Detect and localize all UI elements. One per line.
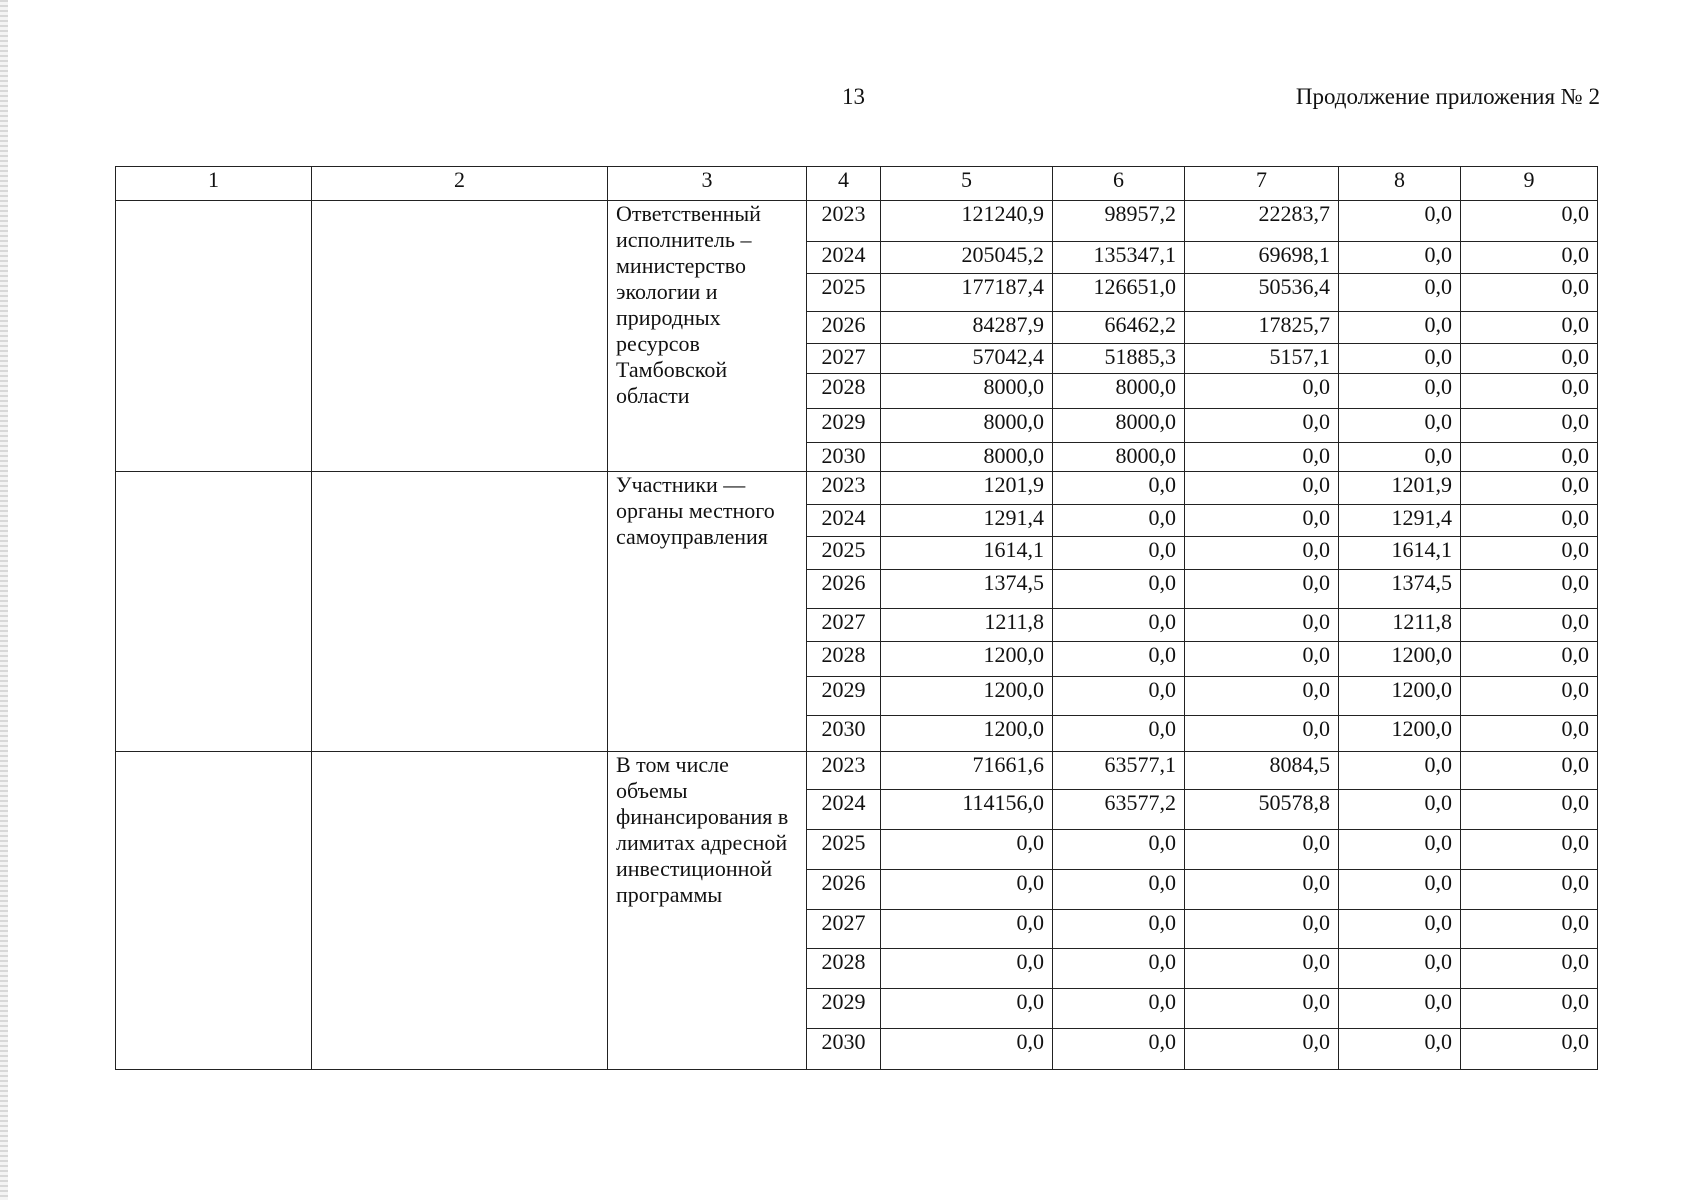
group-description: В том числе объемы финансирования в лимитах адресной инвестиционной программы <box>608 752 807 1070</box>
value-col6: 98957,2 <box>1053 201 1185 242</box>
value-col6: 0,0 <box>1053 642 1185 677</box>
column-number: 3 <box>608 167 807 201</box>
value-col5: 114156,0 <box>881 790 1053 830</box>
value-col5: 1201,9 <box>881 472 1053 505</box>
value-col5: 84287,9 <box>881 312 1053 344</box>
value-col8: 0,0 <box>1339 1029 1461 1070</box>
column-number: 7 <box>1185 167 1339 201</box>
value-col8: 0,0 <box>1339 790 1461 830</box>
value-col5: 1200,0 <box>881 642 1053 677</box>
value-col9: 0,0 <box>1461 949 1598 989</box>
financing-table <box>115 166 1598 1070</box>
year-cell: 2030 <box>807 716 881 752</box>
value-col9: 0,0 <box>1461 312 1598 344</box>
value-col6: 0,0 <box>1053 505 1185 537</box>
value-col8: 0,0 <box>1339 242 1461 274</box>
value-col8: 0,0 <box>1339 312 1461 344</box>
year-cell: 2030 <box>807 1029 881 1070</box>
column-number: 4 <box>807 167 881 201</box>
value-col7: 0,0 <box>1185 677 1339 716</box>
year-cell: 2029 <box>807 409 881 443</box>
value-col7: 0,0 <box>1185 443 1339 472</box>
value-col5: 0,0 <box>881 910 1053 949</box>
value-col5: 8000,0 <box>881 443 1053 472</box>
column-number: 1 <box>116 167 312 201</box>
value-col9: 0,0 <box>1461 1029 1598 1070</box>
value-col9: 0,0 <box>1461 409 1598 443</box>
value-col8: 0,0 <box>1339 910 1461 949</box>
value-col5: 0,0 <box>881 1029 1053 1070</box>
value-col9: 0,0 <box>1461 609 1598 642</box>
group-description: Участники — органы местного самоуправления <box>608 472 807 752</box>
value-col9: 0,0 <box>1461 989 1598 1029</box>
year-cell: 2028 <box>807 374 881 409</box>
value-col7: 0,0 <box>1185 505 1339 537</box>
column-number: 5 <box>881 167 1053 201</box>
value-col6: 66462,2 <box>1053 312 1185 344</box>
year-cell: 2027 <box>807 910 881 949</box>
value-col8: 1200,0 <box>1339 716 1461 752</box>
year-cell: 2026 <box>807 870 881 910</box>
value-col5: 1200,0 <box>881 677 1053 716</box>
value-col6: 135347,1 <box>1053 242 1185 274</box>
value-col9: 0,0 <box>1461 472 1598 505</box>
column-number: 6 <box>1053 167 1185 201</box>
value-col6: 51885,3 <box>1053 344 1185 374</box>
value-col7: 0,0 <box>1185 910 1339 949</box>
blank-cell-col1 <box>116 752 312 1070</box>
column-number-row <box>116 167 1598 201</box>
year-cell: 2027 <box>807 609 881 642</box>
value-col7: 0,0 <box>1185 409 1339 443</box>
year-cell: 2024 <box>807 242 881 274</box>
value-col6: 0,0 <box>1053 677 1185 716</box>
value-col6: 8000,0 <box>1053 443 1185 472</box>
value-col9: 0,0 <box>1461 443 1598 472</box>
value-col6: 63577,2 <box>1053 790 1185 830</box>
value-col5: 0,0 <box>881 949 1053 989</box>
blank-cell-col1 <box>116 201 312 472</box>
value-col5: 1374,5 <box>881 570 1053 609</box>
value-col9: 0,0 <box>1461 830 1598 870</box>
blank-cell-col2 <box>312 752 608 1070</box>
appendix-continuation-label: Продолжение приложения № 2 <box>1295 84 1600 109</box>
value-col7: 17825,7 <box>1185 312 1339 344</box>
value-col7: 0,0 <box>1185 989 1339 1029</box>
year-cell: 2023 <box>807 752 881 790</box>
value-col9: 0,0 <box>1461 274 1598 312</box>
value-col7: 0,0 <box>1185 642 1339 677</box>
year-cell: 2024 <box>807 790 881 830</box>
value-col9: 0,0 <box>1461 642 1598 677</box>
page-number: 13 <box>842 84 865 109</box>
blank-cell-col2 <box>312 201 608 472</box>
year-cell: 2027 <box>807 344 881 374</box>
value-col9: 0,0 <box>1461 910 1598 949</box>
value-col6: 0,0 <box>1053 537 1185 570</box>
value-col8: 0,0 <box>1339 201 1461 242</box>
value-col5: 1211,8 <box>881 609 1053 642</box>
value-col5: 1291,4 <box>881 505 1053 537</box>
value-col7: 69698,1 <box>1185 242 1339 274</box>
year-cell: 2025 <box>807 274 881 312</box>
value-col8: 0,0 <box>1339 870 1461 910</box>
value-col6: 0,0 <box>1053 830 1185 870</box>
year-cell: 2030 <box>807 443 881 472</box>
value-col9: 0,0 <box>1461 716 1598 752</box>
value-col7: 0,0 <box>1185 830 1339 870</box>
value-col8: 1291,4 <box>1339 505 1461 537</box>
value-col5: 0,0 <box>881 989 1053 1029</box>
value-col7: 0,0 <box>1185 472 1339 505</box>
value-col5: 1200,0 <box>881 716 1053 752</box>
value-col7: 0,0 <box>1185 537 1339 570</box>
value-col7: 0,0 <box>1185 570 1339 609</box>
column-number: 2 <box>312 167 608 201</box>
value-col5: 121240,9 <box>881 201 1053 242</box>
year-cell: 2028 <box>807 642 881 677</box>
year-cell: 2023 <box>807 472 881 505</box>
value-col5: 8000,0 <box>881 409 1053 443</box>
year-cell: 2026 <box>807 312 881 344</box>
value-col7: 8084,5 <box>1185 752 1339 790</box>
year-cell: 2023 <box>807 201 881 242</box>
value-col9: 0,0 <box>1461 374 1598 409</box>
value-col9: 0,0 <box>1461 752 1598 790</box>
table-body <box>116 167 1598 1070</box>
value-col9: 0,0 <box>1461 201 1598 242</box>
value-col9: 0,0 <box>1461 570 1598 609</box>
value-col6: 0,0 <box>1053 570 1185 609</box>
value-col5: 71661,6 <box>881 752 1053 790</box>
column-number: 8 <box>1339 167 1461 201</box>
value-col8: 1614,1 <box>1339 537 1461 570</box>
value-col8: 1200,0 <box>1339 677 1461 716</box>
value-col8: 1201,9 <box>1339 472 1461 505</box>
table-row <box>116 752 1598 790</box>
value-col8: 1374,5 <box>1339 570 1461 609</box>
year-cell: 2025 <box>807 537 881 570</box>
value-col9: 0,0 <box>1461 242 1598 274</box>
value-col8: 1200,0 <box>1339 642 1461 677</box>
value-col5: 8000,0 <box>881 374 1053 409</box>
table-row <box>116 201 1598 242</box>
value-col7: 50536,4 <box>1185 274 1339 312</box>
value-col6: 0,0 <box>1053 910 1185 949</box>
value-col8: 0,0 <box>1339 274 1461 312</box>
value-col9: 0,0 <box>1461 870 1598 910</box>
value-col8: 0,0 <box>1339 752 1461 790</box>
value-col7: 0,0 <box>1185 374 1339 409</box>
year-cell: 2025 <box>807 830 881 870</box>
value-col9: 0,0 <box>1461 537 1598 570</box>
value-col6: 8000,0 <box>1053 409 1185 443</box>
value-col6: 8000,0 <box>1053 374 1185 409</box>
value-col6: 126651,0 <box>1053 274 1185 312</box>
value-col6: 0,0 <box>1053 609 1185 642</box>
year-cell: 2028 <box>807 949 881 989</box>
value-col7: 0,0 <box>1185 949 1339 989</box>
value-col8: 0,0 <box>1339 949 1461 989</box>
value-col5: 57042,4 <box>881 344 1053 374</box>
value-col5: 0,0 <box>881 830 1053 870</box>
year-cell: 2024 <box>807 505 881 537</box>
value-col6: 0,0 <box>1053 1029 1185 1070</box>
value-col7: 0,0 <box>1185 1029 1339 1070</box>
value-col6: 0,0 <box>1053 870 1185 910</box>
value-col9: 0,0 <box>1461 677 1598 716</box>
group-description: Ответственный исполнитель – министерство экологии и природных ресурсов Тамбовской области <box>608 201 807 472</box>
value-col5: 0,0 <box>881 870 1053 910</box>
value-col8: 0,0 <box>1339 989 1461 1029</box>
value-col8: 0,0 <box>1339 344 1461 374</box>
year-cell: 2029 <box>807 989 881 1029</box>
value-col7: 0,0 <box>1185 716 1339 752</box>
value-col6: 0,0 <box>1053 472 1185 505</box>
value-col7: 5157,1 <box>1185 344 1339 374</box>
value-col5: 1614,1 <box>881 537 1053 570</box>
value-col6: 0,0 <box>1053 716 1185 752</box>
column-number: 9 <box>1461 167 1598 201</box>
year-cell: 2029 <box>807 677 881 716</box>
value-col8: 0,0 <box>1339 830 1461 870</box>
blank-cell-col1 <box>116 472 312 752</box>
value-col7: 50578,8 <box>1185 790 1339 830</box>
value-col7: 0,0 <box>1185 609 1339 642</box>
value-col6: 63577,1 <box>1053 752 1185 790</box>
table-row <box>116 472 1598 505</box>
value-col6: 0,0 <box>1053 949 1185 989</box>
value-col9: 0,0 <box>1461 344 1598 374</box>
value-col5: 177187,4 <box>881 274 1053 312</box>
value-col8: 0,0 <box>1339 409 1461 443</box>
value-col7: 0,0 <box>1185 870 1339 910</box>
value-col8: 0,0 <box>1339 374 1461 409</box>
value-col7: 22283,7 <box>1185 201 1339 242</box>
value-col8: 1211,8 <box>1339 609 1461 642</box>
year-cell: 2026 <box>807 570 881 609</box>
scan-edge <box>0 0 8 1200</box>
value-col9: 0,0 <box>1461 505 1598 537</box>
value-col8: 0,0 <box>1339 443 1461 472</box>
value-col5: 205045,2 <box>881 242 1053 274</box>
value-col9: 0,0 <box>1461 790 1598 830</box>
value-col6: 0,0 <box>1053 989 1185 1029</box>
blank-cell-col2 <box>312 472 608 752</box>
